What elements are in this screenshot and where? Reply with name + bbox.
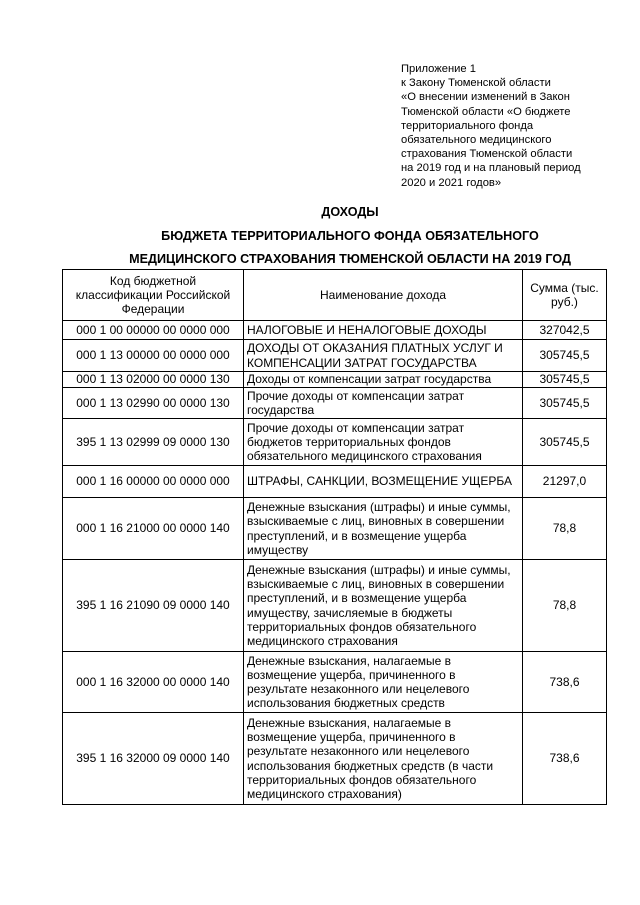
row-code: 000 1 16 32000 00 0000 140 xyxy=(63,652,244,713)
table-row xyxy=(63,652,607,713)
row-sum: 21297,0 xyxy=(523,466,607,498)
row-code: 395 1 16 21090 09 0000 140 xyxy=(63,560,244,652)
row-sum: 327042,5 xyxy=(523,321,607,340)
appendix-line: «О внесении изменений в Закон xyxy=(401,91,570,104)
revenue-table xyxy=(62,269,607,805)
appendix-note xyxy=(401,62,616,190)
document-title: ДОХОДЫ xyxy=(321,205,379,219)
row-name: Денежные взыскания (штрафы) и иные суммы, взыскиваемые с лиц, виновных в совершении преступлений, и в возмещение ущерба имуществу, зачисляемые в бюджеты территориальных фондов обязательного медицинского страхования xyxy=(244,560,523,652)
appendix-line: Приложение 1 xyxy=(401,63,476,75)
row-sum: 305745,5 xyxy=(523,372,607,388)
table-row xyxy=(63,498,607,560)
table-row xyxy=(63,340,607,372)
document-subtitle-line-2: МЕДИЦИНСКОГО СТРАХОВАНИЯ ТЮМЕНСКОЙ ОБЛАСТИ НА 2019 ГОД xyxy=(129,252,571,266)
row-sum: 78,8 xyxy=(523,560,607,652)
header-sum: Сумма (тыс. руб.) xyxy=(523,270,607,321)
appendix-line: Тюменской области «О бюджете xyxy=(401,105,571,118)
row-sum: 738,6 xyxy=(523,652,607,713)
row-sum: 305745,5 xyxy=(523,340,607,372)
table-row xyxy=(63,372,607,388)
table-row xyxy=(63,560,607,652)
row-code: 000 1 16 21000 00 0000 140 xyxy=(63,498,244,560)
row-code: 395 1 13 02999 09 0000 130 xyxy=(63,419,244,466)
appendix-line: 2020 и 2021 годов» xyxy=(401,176,502,189)
row-name: ШТРАФЫ, САНКЦИИ, ВОЗМЕЩЕНИЕ УЩЕРБА xyxy=(244,466,523,498)
appendix-line: территориального фонда xyxy=(401,119,534,132)
appendix-line: обязательного медицинского xyxy=(401,134,552,147)
table-header-row xyxy=(63,270,607,321)
row-code: 000 1 13 02000 00 0000 130 xyxy=(63,372,244,388)
row-code: 000 1 00 00000 00 0000 000 xyxy=(63,321,244,340)
row-sum: 78,8 xyxy=(523,498,607,560)
row-code: 000 1 16 00000 00 0000 000 xyxy=(63,466,244,498)
table-row xyxy=(63,466,607,498)
table-row xyxy=(63,321,607,340)
row-name: Денежные взыскания, налагаемые в возмещение ущерба, причиненного в результате незаконного или нецелевого использования бюджетных средств (в части территориальных фондов обязательного медицинского страхования) xyxy=(244,713,523,805)
row-name: ДОХОДЫ ОТ ОКАЗАНИЯ ПЛАТНЫХ УСЛУГ И КОМПЕНСАЦИИ ЗАТРАТ ГОСУДАРСТВА xyxy=(244,340,523,372)
appendix-line: к Закону Тюменской области xyxy=(401,77,551,90)
row-code: 395 1 16 32000 09 0000 140 xyxy=(63,713,244,805)
table-row xyxy=(63,713,607,805)
document-subtitle-line-1: БЮДЖЕТА ТЕРРИТОРИАЛЬНОГО ФОНДА ОБЯЗАТЕЛЬНОГО xyxy=(161,229,539,243)
appendix-line: на 2019 год и на плановый период xyxy=(401,162,581,175)
header-name: Наименование дохода xyxy=(244,270,523,321)
row-code: 000 1 13 02990 00 0000 130 xyxy=(63,388,244,419)
table-row xyxy=(63,419,607,466)
row-sum: 305745,5 xyxy=(523,419,607,466)
row-sum: 305745,5 xyxy=(523,388,607,419)
appendix-line: страхования Тюменской области xyxy=(401,148,573,161)
row-name: Прочие доходы от компенсации затрат государства xyxy=(244,388,523,419)
row-name: Денежные взыскания (штрафы) и иные суммы, взыскиваемые с лиц, виновных в совершении преступлений, и в возмещение ущерба имуществу xyxy=(244,498,523,560)
header-code: Код бюджетной классификации Российской Федерации xyxy=(63,270,244,321)
row-name: Прочие доходы от компенсации затрат бюджетов территориальных фондов обязательного медицинского страхования xyxy=(244,419,523,466)
row-name: НАЛОГОВЫЕ И НЕНАЛОГОВЫЕ ДОХОДЫ xyxy=(244,321,523,340)
row-name: Доходы от компенсации затрат государства xyxy=(244,372,523,388)
table-row xyxy=(63,388,607,419)
row-name: Денежные взыскания, налагаемые в возмещение ущерба, причиненного в результате незаконного или нецелевого использования бюджетных средств xyxy=(244,652,523,713)
row-code: 000 1 13 00000 00 0000 000 xyxy=(63,340,244,372)
row-sum: 738,6 xyxy=(523,713,607,805)
